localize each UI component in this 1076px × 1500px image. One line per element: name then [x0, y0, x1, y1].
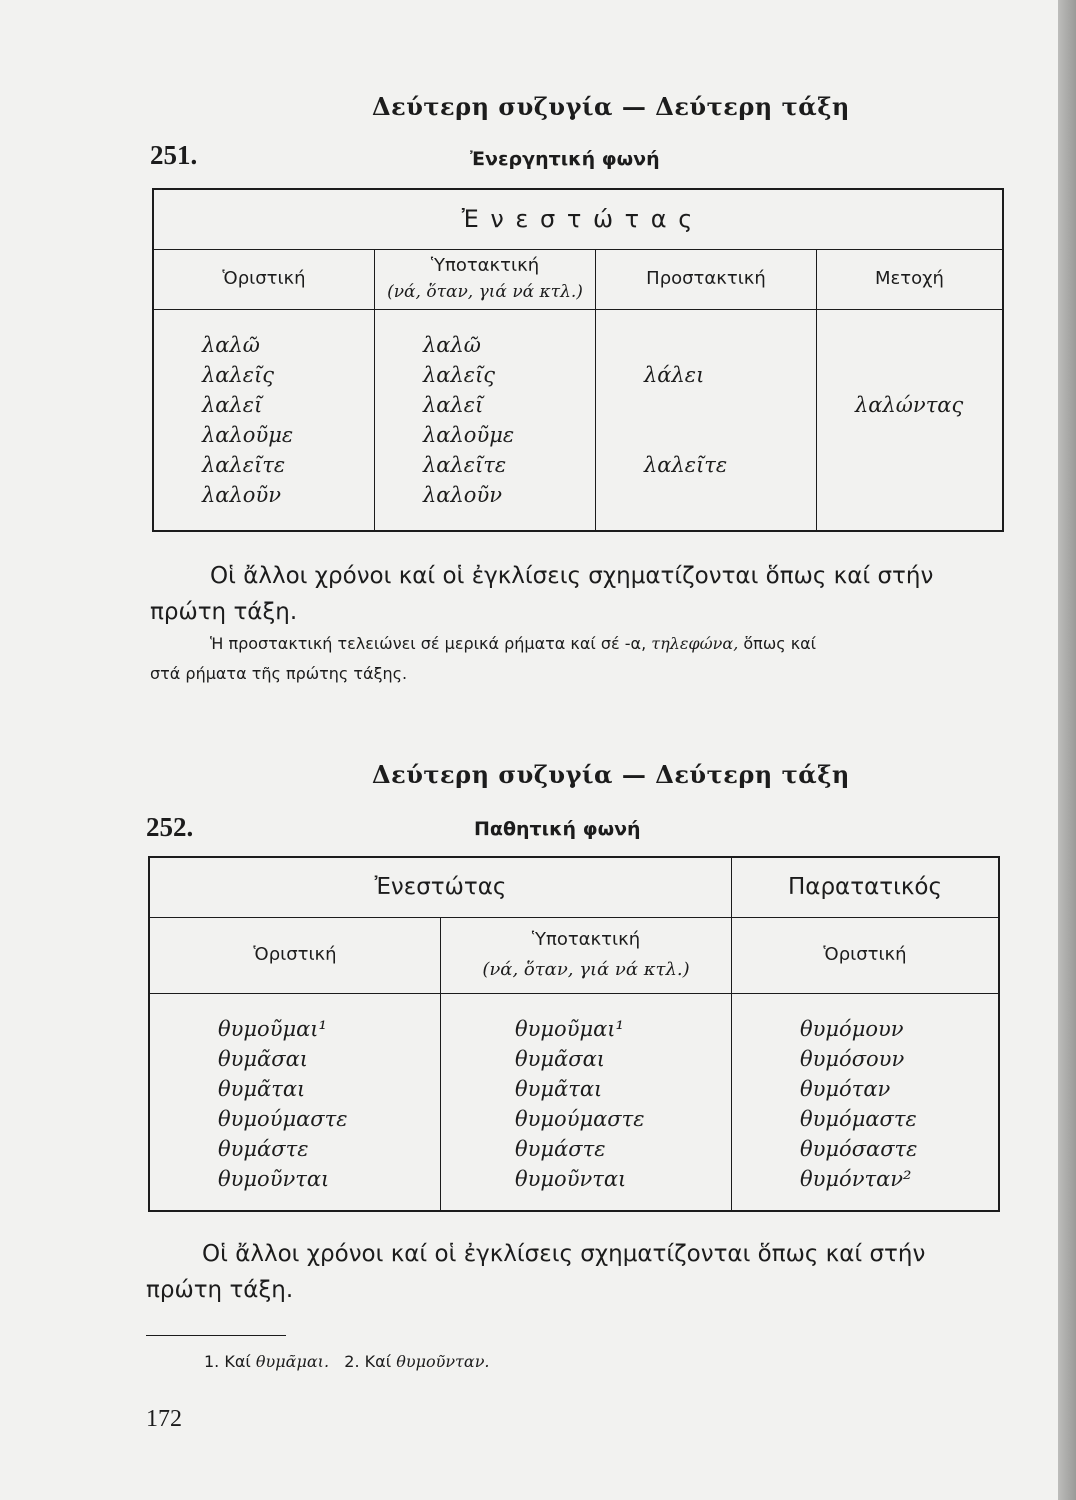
form: θυμάστε	[218, 1136, 309, 1161]
section-251-heading: Δεύτερη συζυγία — Δεύτερη τάξη	[372, 92, 850, 121]
form: λάλει	[644, 362, 705, 387]
section-251-number: 251.	[150, 140, 198, 170]
form: θυμόνταν²	[800, 1166, 912, 1191]
form: λαλῶ	[423, 332, 481, 357]
form: θυμᾶται	[515, 1076, 603, 1101]
form: θυμοῦμαι¹	[218, 1016, 327, 1041]
col-indicative: Ὁριστική	[153, 249, 375, 309]
form: λαλῶ	[202, 332, 260, 357]
note-text: ὅπως καί	[743, 634, 817, 653]
indicative-forms	[153, 309, 375, 531]
section-251-paragraph: Οἱ ἄλλοι χρόνοι καί οἱ ἐγκλίσεις σχηματίζονται ὅπως καί στήν πρώτη τάξη.	[150, 563, 934, 625]
col-subjunctive-note: (νά, ὅταν, γιά νά κτλ.)	[387, 282, 583, 302]
col-subjunctive-note: (νά, ὅταν, γιά νά κτλ.)	[482, 959, 690, 980]
section-252-voice: Παθητική φωνή	[474, 818, 641, 840]
form: θυμόμαστε	[800, 1106, 917, 1131]
form: λαλοῦν	[202, 482, 281, 507]
section-251-note	[150, 630, 1008, 658]
form: θυμᾶται	[218, 1076, 306, 1101]
form: λαλεῖ	[202, 392, 263, 417]
section-251-voice: Ἐνεργητική φωνή	[470, 148, 660, 170]
note-text: Ἡ προστακτική τελειώνει σέ μερικά ρήματα καί σέ -α,	[210, 634, 647, 653]
subjunctive-forms	[375, 309, 596, 531]
table-252	[148, 856, 1000, 1212]
page-edge	[1058, 0, 1076, 1500]
form: λαλεῖς	[202, 362, 275, 387]
form: λαλεῖτε	[644, 452, 728, 477]
footnotes	[204, 1352, 490, 1371]
col-participle: Μετοχή	[817, 249, 1004, 309]
section-252-number: 252.	[146, 812, 194, 842]
form: λαλοῦμε	[202, 422, 294, 447]
form: λαλεῖ	[423, 392, 484, 417]
section-252-paragraph: Οἱ ἄλλοι χρόνοι καί οἱ ἐγκλίσεις σχηματίζονται ὅπως καί στήν πρώτη τάξη.	[146, 1241, 926, 1303]
form: θυμᾶσαι	[218, 1046, 308, 1071]
footnote-2-form: θυμοῦνταν.	[396, 1352, 490, 1371]
indicative-forms	[149, 993, 441, 1211]
footnote-1-label: 1. Καί	[204, 1352, 251, 1371]
subjunctive-forms	[441, 993, 732, 1211]
form: θυμοῦνται	[515, 1166, 627, 1191]
col-subjunctive	[375, 249, 596, 309]
form: λαλεῖτε	[202, 452, 286, 477]
form: λαλώντας	[855, 392, 964, 417]
footnote-2-label: 2. Καί	[344, 1352, 392, 1371]
form: θυμόσαστε	[800, 1136, 918, 1161]
page-number: 172	[146, 1406, 182, 1432]
form: θυμόταν	[800, 1076, 891, 1101]
col-subjunctive-label: Ὑποτακτική	[531, 929, 641, 950]
imperfect-header: Παρατατικός	[732, 857, 1000, 917]
form: θυμᾶσαι	[515, 1046, 605, 1071]
col-imperative: Προστακτική	[596, 249, 817, 309]
form: θυμάστε	[515, 1136, 606, 1161]
table-251	[152, 188, 1004, 532]
form: λαλεῖς	[423, 362, 496, 387]
form: λαλοῦν	[423, 482, 502, 507]
footnote-rule	[146, 1335, 286, 1336]
imperative-forms	[596, 309, 817, 531]
participle-forms	[817, 309, 1004, 531]
footnote-1-form: θυμᾶμαι.	[255, 1352, 330, 1371]
form: λαλοῦμε	[423, 422, 515, 447]
tense-present-header: Ἐ ν ε σ τ ώ τ α ς	[153, 189, 1003, 249]
form: θυμόμουν	[800, 1016, 904, 1041]
note-example: τηλεφώνα,	[651, 634, 739, 653]
section-251-note-line2: στά ρήματα τῆς πρώτης τάξης.	[150, 664, 408, 683]
col-indicative: Ὁριστική	[149, 917, 441, 993]
form: θυμούμαστε	[218, 1106, 348, 1131]
form: θυμούμαστε	[515, 1106, 645, 1131]
col-subjunctive-label: Ὑποτακτική	[430, 255, 540, 276]
present-header: Ἐνεστώτας	[149, 857, 732, 917]
col-imperfect-indicative: Ὁριστική	[732, 917, 1000, 993]
section-252-heading: Δεύτερη συζυγία — Δεύτερη τάξη	[372, 760, 850, 789]
imperfect-forms	[732, 993, 1000, 1211]
col-subjunctive	[441, 917, 732, 993]
form: θυμόσουν	[800, 1046, 905, 1071]
form: θυμοῦνται	[218, 1166, 330, 1191]
form: θυμοῦμαι¹	[515, 1016, 624, 1041]
form: λαλεῖτε	[423, 452, 507, 477]
